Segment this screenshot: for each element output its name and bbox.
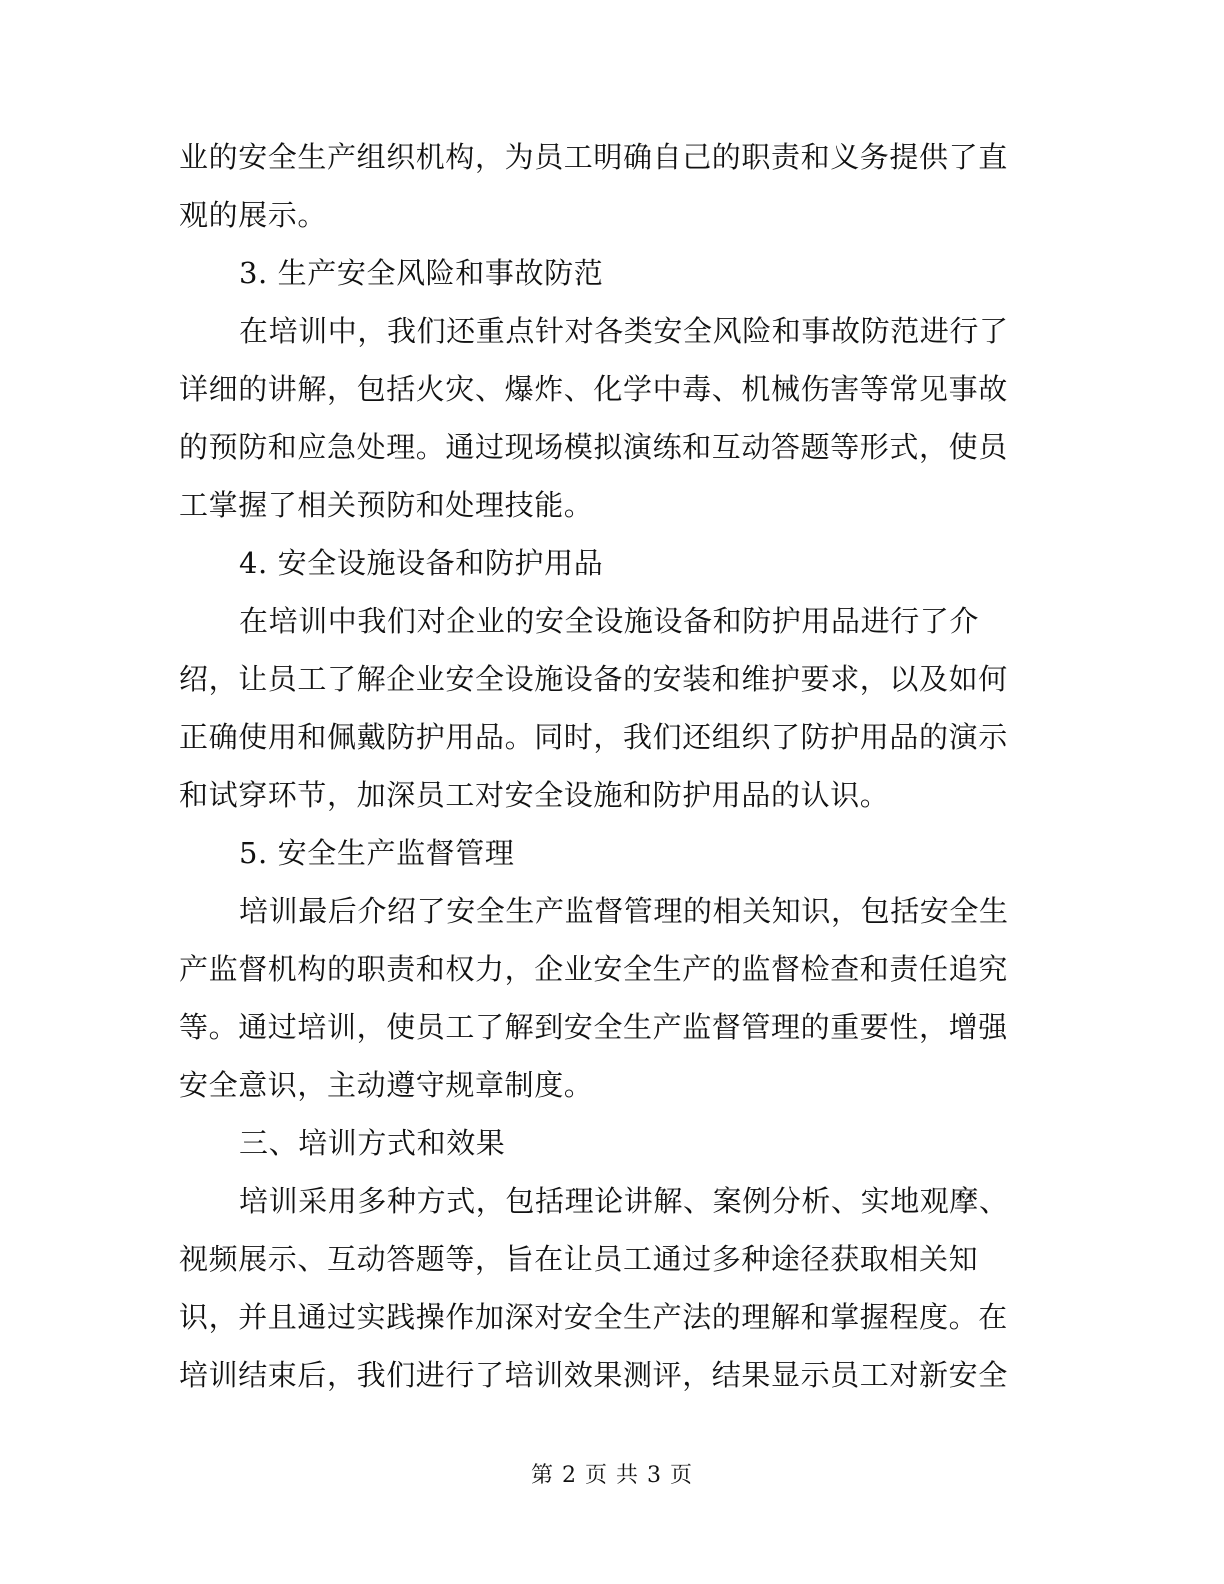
text-line: 和试穿环节，加深员工对安全设施和防护用品的认识。 — [179, 778, 890, 812]
text-line: 绍，让员工了解企业安全设施设备的安装和维护要求，以及如何 — [179, 662, 1008, 696]
text-line: 等。通过培训，使员工了解到安全生产监督管理的重要性，增强 — [179, 1010, 1008, 1044]
text-line: 培训最后介绍了安全生产监督管理的相关知识，包括安全生 — [239, 894, 1009, 928]
text-line: 5. 安全生产监督管理 — [239, 836, 515, 870]
document-body — [179, 128, 1024, 1404]
text-line: 识，并且通过实践操作加深对安全生产法的理解和掌握程度。在 — [179, 1300, 1008, 1334]
page-footer: 第 2 页 共 3 页 — [531, 1463, 693, 1488]
text-line: 在培训中我们对企业的安全设施设备和防护用品进行了介 — [239, 604, 980, 638]
text-line: 4. 安全设施设备和防护用品 — [239, 546, 604, 580]
text-line: 安全意识，主动遵守规章制度。 — [179, 1068, 594, 1102]
text-line: 工掌握了相关预防和处理技能。 — [179, 488, 594, 522]
text-line: 3. 生产安全风险和事故防范 — [239, 256, 604, 290]
text-line: 三、培训方式和效果 — [239, 1126, 506, 1160]
text-line: 视频展示、互动答题等，旨在让员工通过多种途径获取相关知 — [179, 1242, 979, 1276]
text-line: 培训结束后，我们进行了培训效果测评，结果显示员工对新安全 — [179, 1358, 1008, 1392]
text-line: 产监督机构的职责和权力，企业安全生产的监督检查和责任追究 — [179, 952, 1008, 986]
text-line: 在培训中，我们还重点针对各类安全风险和事故防范进行了 — [239, 314, 1009, 348]
text-line: 的预防和应急处理。通过现场模拟演练和互动答题等形式，使员 — [179, 430, 1008, 464]
text-line: 培训采用多种方式，包括理论讲解、案例分析、实地观摩、 — [239, 1184, 1009, 1218]
text-line: 业的安全生产组织机构，为员工明确自己的职责和义务提供了直 — [179, 140, 1008, 174]
text-line: 正确使用和佩戴防护用品。同时，我们还组织了防护用品的演示 — [179, 720, 1008, 754]
text-line: 观的展示。 — [179, 198, 328, 232]
text-line: 详细的讲解，包括火灾、爆炸、化学中毒、机械伤害等常见事故 — [179, 372, 1008, 406]
